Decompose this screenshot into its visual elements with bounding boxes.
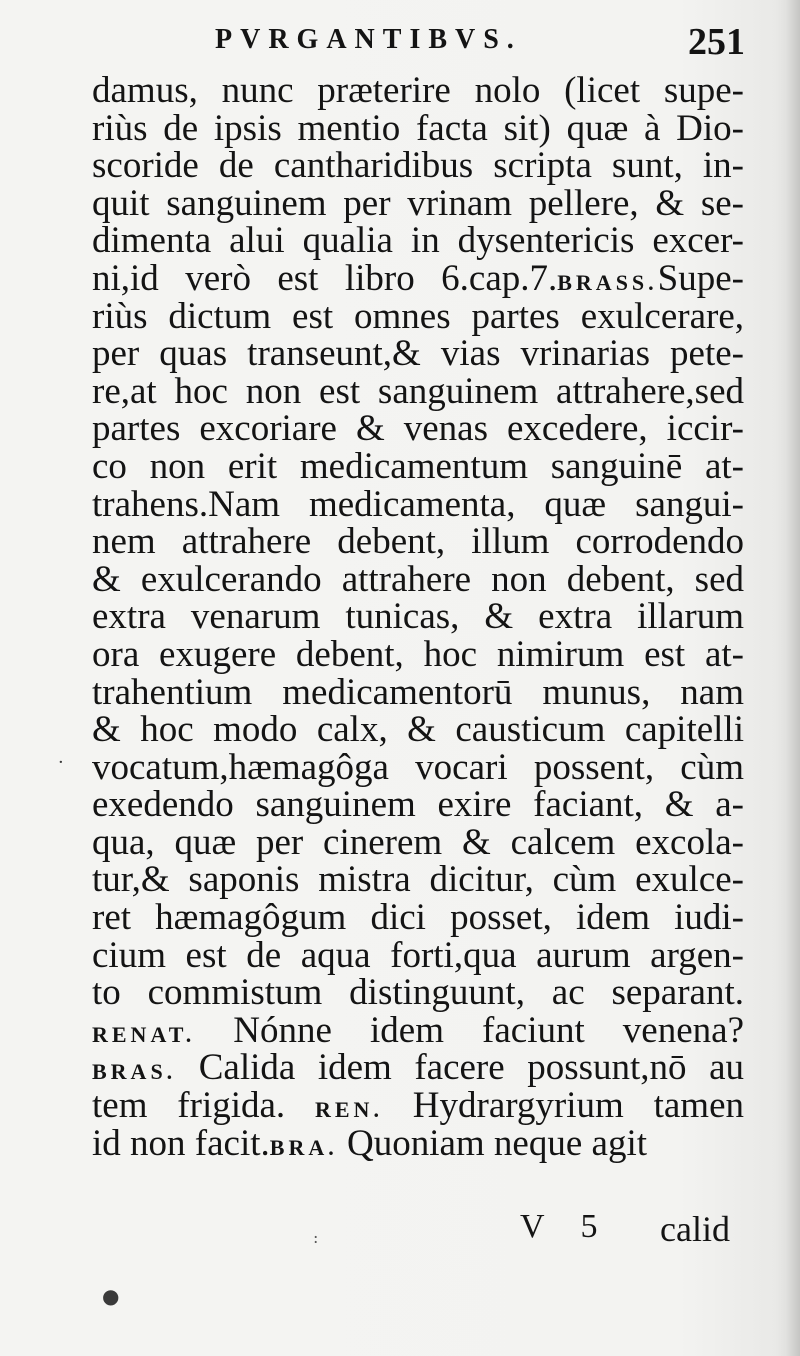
text-line (92, 1087, 744, 1125)
catchline (0, 1208, 800, 1258)
text-segment: id non facit. (92, 1122, 270, 1164)
body-text (92, 72, 744, 1162)
speaker-name: BRASS. (557, 269, 658, 295)
text-segment: vocatum,hæmagôga vocari possent, cùm (92, 746, 744, 788)
text-segment: Hydrargyrium tamen (382, 1085, 744, 1127)
text-segment: quit sanguinem per vrinam pellere, & se- (92, 182, 744, 224)
text-segment: ni,id verò est libro 6.cap.7. (92, 257, 558, 299)
text-segment: & exulcerando attrahere non debent, sed (92, 558, 744, 600)
text-line (92, 370, 744, 412)
text-segment: damus, nunc præterire nolo (licet supe- (92, 70, 744, 111)
text-line (92, 107, 744, 149)
text-line (92, 335, 744, 373)
text-segment: Calida idem facere possunt,nō au (176, 1047, 744, 1089)
text-line (92, 671, 744, 713)
text-line (92, 934, 744, 976)
running-head (0, 8, 800, 68)
speaker-name: BRAS. (92, 1059, 177, 1085)
text-segment: tem frigida. (92, 1085, 315, 1127)
text-segment: dimenta alui qualia in dysentericis excer- (92, 220, 744, 262)
text-segment: Quoniam neque agit (337, 1122, 647, 1164)
margin-speck: ● (102, 1284, 120, 1308)
text-line (92, 295, 744, 337)
text-segment: Supe- (657, 257, 744, 299)
text-segment: to commistum distinguunt, ac separant. (92, 972, 744, 1014)
text-line (92, 147, 744, 185)
speaker-name: REN. (315, 1097, 383, 1123)
text-segment: extra venarum tunicas, & extra illarum (92, 596, 744, 638)
text-line (92, 746, 744, 788)
text-segment: ora exugere debent, hoc nimirum est at- (92, 633, 744, 675)
text-segment: trahentium medicamentorū munus, nam (92, 671, 744, 713)
text-line (92, 821, 744, 863)
text-segment: scoride de cantharidibus scripta sunt, in- (92, 145, 744, 187)
text-line (92, 711, 744, 749)
text-line (92, 1122, 744, 1164)
running-title: PVRGANTIBVS. (215, 24, 522, 55)
text-segment: ret hæmagôgum dici posset, idem iudi- (92, 897, 744, 939)
text-line (92, 786, 744, 824)
speaker-name: BRA. (269, 1134, 338, 1160)
text-line (92, 523, 744, 561)
text-segment: re,at hoc non est sanguinem attrahere,sed (92, 370, 744, 412)
text-line (92, 222, 744, 260)
text-segment: cium est de aqua forti,qua aurum argen- (92, 934, 744, 976)
text-line (92, 1009, 744, 1051)
text-line (92, 861, 744, 899)
text-segment: per quas transeunt,& vias vrinarias pete- (92, 333, 744, 375)
text-line (92, 410, 744, 448)
text-segment: tur,& saponis mistra dicitur, cùm exulce- (92, 859, 744, 901)
text-line (92, 558, 744, 600)
text-line (92, 1049, 744, 1087)
text-segment: co non erit medicamentum sanguinē at- (92, 445, 744, 487)
text-line (92, 445, 744, 487)
text-line (92, 974, 744, 1012)
text-segment: trahens.Nam medicamenta, quæ sangui- (92, 483, 744, 525)
text-line (92, 899, 744, 937)
text-line (92, 257, 744, 299)
speaker-name: RENAT. (92, 1021, 196, 1047)
text-segment: nem attrahere debent, illum corrodendo (92, 521, 744, 563)
text-segment: riùs dictum est omnes partes exulcerare, (92, 295, 744, 337)
text-line (92, 483, 744, 525)
text-segment: qua, quæ per cinerem & calcem excola- (92, 821, 744, 863)
text-segment: & hoc modo calx, & causticum capitelli (92, 709, 744, 751)
catchword: calid (660, 1209, 730, 1249)
text-segment: exedendo sanguinem exire faciant, & a- (92, 784, 744, 826)
signature-mark: V 5 (520, 1208, 612, 1245)
margin-speck: : (313, 1228, 319, 1247)
page-number: 251 (688, 21, 745, 63)
text-line (92, 72, 744, 110)
text-segment: Nónne idem faciunt venena? (195, 1009, 744, 1051)
text-line (92, 598, 744, 636)
text-segment: partes excoriare & venas excedere, iccir- (92, 408, 744, 450)
text-segment: riùs de ipsis mentio facta sit) quæ à Dio- (92, 107, 744, 149)
text-line (92, 182, 744, 224)
text-line (92, 633, 744, 675)
margin-speck: · (58, 752, 64, 773)
